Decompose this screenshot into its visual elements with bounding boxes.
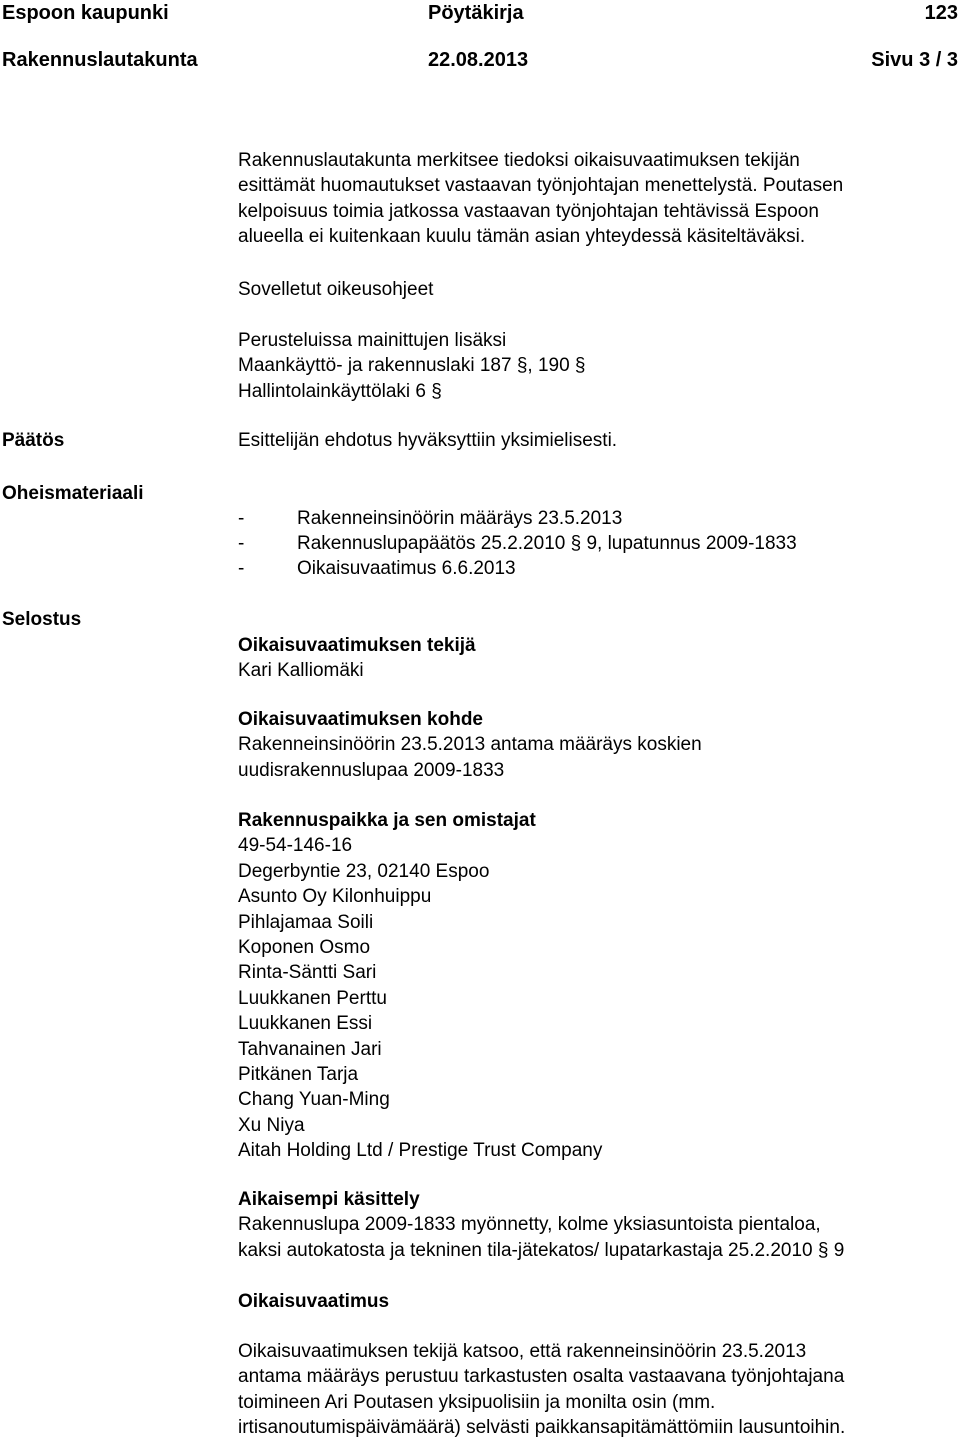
text-line: Maankäyttö- ja rakennuslaki 187 §, 190 § (238, 355, 586, 377)
list-bullet: - (238, 558, 245, 579)
decision-label: Päätös (2, 430, 65, 451)
appeal-text (238, 1339, 953, 1441)
text-line: Degerbyntie 23, 02140 Espoo (238, 860, 490, 882)
statement-label: Selostus (2, 609, 82, 630)
intro-paragraph (238, 148, 948, 250)
section-number: 123 (924, 2, 958, 24)
attachments-label: Oheismateriaali (2, 483, 144, 504)
text-line: Rakennuslautakunta merkitsee tiedoksi oikaisuvaatimuksen tekijän (238, 150, 800, 171)
text-line: uudisrakennuslupaa 2009-1833 (238, 759, 505, 781)
applied-laws-section (238, 277, 953, 302)
attachment-text: Oikaisuvaatimus 6.6.2013 (297, 558, 516, 579)
text-line: Perusteluissa mainittujen lisäksi (238, 330, 507, 351)
text-line: alueella ei kuitenkaan kuulu tämän asian yhteydessä käsiteltäväksi. (238, 226, 806, 248)
page-header-row-2 (0, 47, 960, 73)
site-owners-section (238, 808, 953, 1164)
attachment-text: Rakennuslupapäätös 25.2.2010 § 9, lupatunnus 2009-1833 (297, 533, 797, 554)
previous-handling-section (238, 1187, 953, 1263)
text-line: Luukkanen Essi (238, 1013, 373, 1035)
meeting-date: 22.08.2013 (428, 49, 529, 71)
text-line: antama määräys perustuu tarkastusten osalta vastaavana työnjohtajana (238, 1366, 845, 1388)
applied-laws-title: Sovelletut oikeusohjeet (238, 279, 434, 300)
site-owners-title: Rakennuspaikka ja sen omistajat (238, 810, 536, 831)
text-line: esittämät huomautukset vastaavan työnjohtajan menettelystä. Poutasen (238, 175, 844, 197)
text-line: Tahvanainen Jari (238, 1038, 382, 1060)
page-header-row-1 (0, 0, 960, 26)
text-line: Esittelijän ehdotus hyväksyttiin yksimielisesti. (238, 430, 618, 451)
appeal-title: Oikaisuvaatimus (238, 1291, 390, 1312)
text-line: Koponen Osmo (238, 937, 371, 959)
text-line: Xu Niya (238, 1114, 305, 1136)
applied-laws-list (238, 328, 953, 404)
text-line: irtisanoutumispäivämäärä) selvästi paikkansapitämättömiin lausuntoihin. (238, 1417, 846, 1439)
document-type: Pöytäkirja (428, 2, 524, 24)
text-line: 49-54-146-16 (238, 835, 353, 857)
text-line: Hallintolainkäyttölaki 6 § (238, 380, 442, 402)
text-line: Pitkänen Tarja (238, 1064, 359, 1086)
claimant-title: Oikaisuvaatimuksen tekijä (238, 635, 476, 656)
text-line: Asunto Oy Kilonhuippu (238, 886, 432, 908)
text-line: Rakenneinsinöörin 23.5.2013 antama määräys koskien (238, 734, 702, 756)
subject-section (238, 707, 953, 783)
page-number: Sivu 3 / 3 (871, 49, 958, 71)
list-bullet: - (238, 533, 245, 554)
text-line: Aitah Holding Ltd / Prestige Trust Company (238, 1140, 603, 1162)
claimant-name: Kari Kalliomäki (238, 660, 364, 682)
attachment-text: Rakenneinsinöörin määräys 23.5.2013 (297, 508, 623, 529)
text-line: toimineen Ari Poutasen yksipuolisiin ja monilta osin (mm. (238, 1391, 716, 1413)
text-line: Oikaisuvaatimuksen tekijä katsoo, että rakenneinsinöörin 23.5.2013 (238, 1341, 807, 1362)
text-line: kaksi autokatosta ja tekninen tila-jätekatos/ lupatarkastaja 25.2.2010 § 9 (238, 1239, 845, 1261)
text-line: Chang Yuan-Ming (238, 1089, 390, 1111)
appeal-title-block (238, 1289, 953, 1314)
text-line: Luukkanen Perttu (238, 987, 387, 1009)
text-line: kelpoisuus toimia jatkossa vastaavan työnjohtajan tehtävissä Espoon (238, 200, 819, 222)
organization-name: Espoon kaupunki (2, 2, 169, 24)
list-bullet: - (238, 508, 245, 529)
text-line: Pihlajamaa Soili (238, 911, 374, 933)
subject-title: Oikaisuvaatimuksen kohde (238, 709, 483, 730)
text-line: Rinta-Säntti Sari (238, 962, 377, 984)
claimant-section (238, 633, 953, 684)
previous-handling-title: Aikaisempi käsittely (238, 1189, 420, 1210)
text-line: Rakennuslupa 2009-1833 myönnetty, kolme yksiasuntoista pientaloa, (238, 1214, 821, 1236)
committee-name: Rakennuslautakunta (2, 49, 198, 71)
decision-text (238, 428, 953, 453)
